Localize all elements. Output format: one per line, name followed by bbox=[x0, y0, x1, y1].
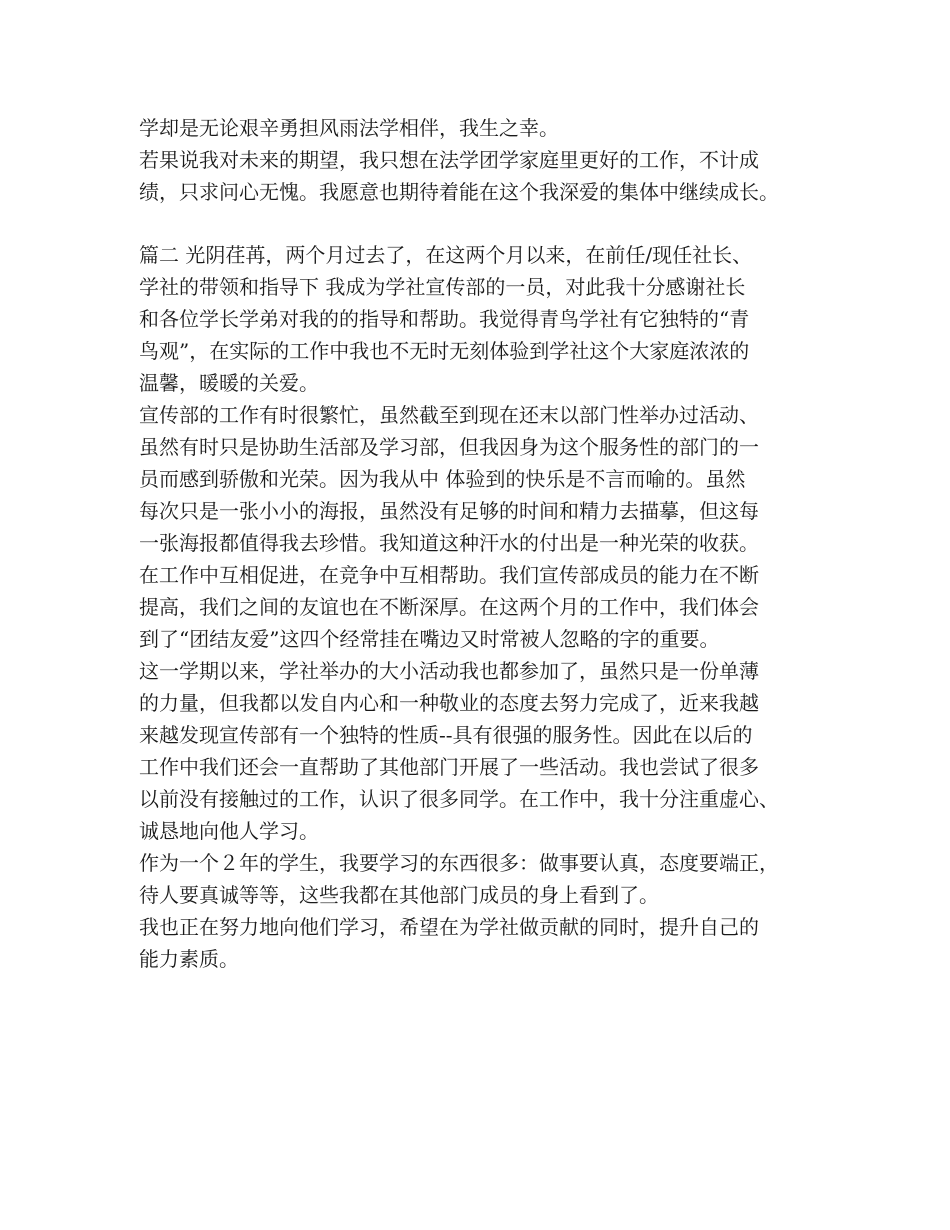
text-line: 工作中我们还会一直帮助了其他部门开展了一些活动。我也尝试了很多 bbox=[139, 755, 759, 779]
text-line: 员而感到骄傲和光荣。因为我从中 体验到的快乐是不言而喻的。虽然 bbox=[139, 467, 746, 491]
text-line: 每次只是一张小小的海报，虽然没有足够的时间和精力去描摹，但这每 bbox=[139, 499, 759, 523]
text-line: 绩，只求问心无愧。我愿意也期待着能在这个我深爱的集体中继续成长。 bbox=[139, 180, 779, 204]
text-line: 作为一个２年的学生，我要学习的东西很多：做事要认真，态度要端正， bbox=[139, 851, 779, 875]
text-line: 在工作中互相促进，在竞争中互相帮助。我们宣传部成员的能力在不断 bbox=[139, 563, 759, 587]
text-line: 到了“团结友爱”这四个经常挂在嘴边又时常被人忽略的字的重要。 bbox=[139, 627, 720, 651]
text-line: 若果说我对未来的期望，我只想在法学团学家庭里更好的工作，不计成 bbox=[139, 148, 759, 172]
text-line: 我也正在努力地向他们学习，希望在为学社做贡献的同时，提升自己的 bbox=[139, 915, 759, 939]
text-line: 的力量，但我都以发自内心和一种敬业的态度去努力完成了，近来我越 bbox=[139, 691, 759, 715]
text-line: 能力素质。 bbox=[139, 947, 239, 971]
section-heading-line: 篇二 光阴荏苒，两个月过去了，在这两个月以来，在前任/现任社长、 bbox=[139, 243, 753, 267]
text-line: 鸟观”，在实际的工作中我也不无时无刻体验到学社这个大家庭浓浓的 bbox=[139, 339, 750, 363]
text-line: 学却是无论艰辛勇担风雨法学相伴，我生之幸。 bbox=[139, 116, 559, 140]
text-line: 和各位学长学弟对我的的指导和帮助。我觉得青鸟学社有它独特的“青 bbox=[139, 307, 750, 331]
text-line: 温馨，暖暖的关爱。 bbox=[139, 371, 319, 395]
text-line: 待人要真诚等等，这些我都在其他部门成员的身上看到了。 bbox=[139, 883, 659, 907]
text-line: 以前没有接触过的工作，认识了很多同学。在工作中，我十分注重虚心、 bbox=[139, 787, 779, 811]
text-line: 学社的带领和指导下 我成为学社宣传部的一员，对此我十分感谢社长 bbox=[139, 275, 746, 299]
text-line: 来越发现宣传部有一个独特的性质--具有很强的服务性。因此在以后的 bbox=[139, 723, 753, 747]
text-line: 宣传部的工作有时很繁忙，虽然截至到现在还末以部门性举办过活动、 bbox=[139, 403, 759, 427]
text-line: 提高，我们之间的友谊也在不断深厚。在这两个月的工作中，我们体会 bbox=[139, 595, 759, 619]
document-body bbox=[139, 112, 829, 975]
text-line: 诚恳地向他人学习。 bbox=[139, 819, 319, 843]
paragraph-gap bbox=[139, 208, 829, 239]
text-line: 一张海报都值得我去珍惜。我知道这种汗水的付出是一种光荣的收获。 bbox=[139, 531, 759, 555]
text-line: 这一学期以来，学社举办的大小活动我也都参加了，虽然只是一份单薄 bbox=[139, 659, 759, 683]
text-line: 虽然有时只是协助生活部及学习部，但我因身为这个服务性的部门的一 bbox=[139, 435, 759, 459]
